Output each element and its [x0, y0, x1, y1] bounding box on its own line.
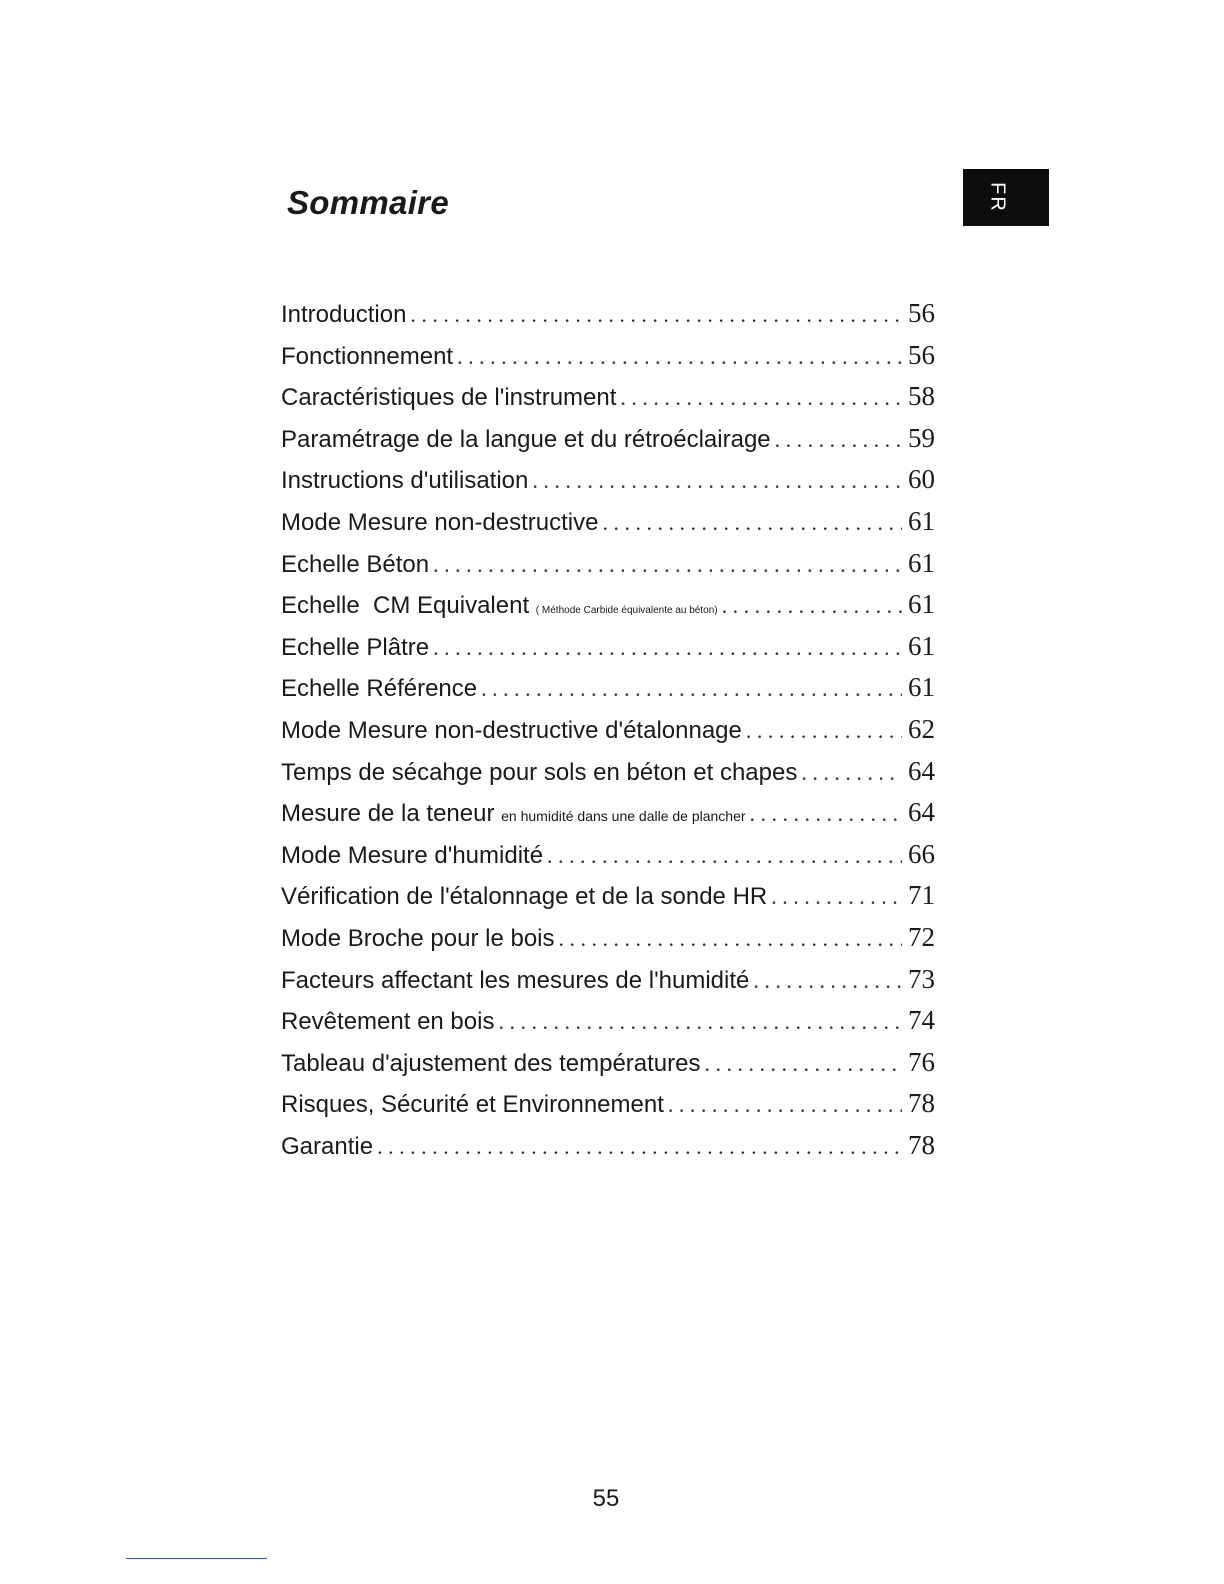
page-title: Sommaire [287, 184, 449, 221]
toc-entry-title: Facteurs affectant les mesures de l'humidité [281, 966, 750, 994]
toc-entry-label [281, 675, 477, 703]
toc-entry-title: Paramétrage de la langue et du rétroéclairage [281, 425, 771, 453]
toc-entry-title: Echelle CM Equivalent [281, 592, 530, 620]
toc-entry-title: Caractéristiques de l'instrument [281, 384, 617, 412]
toc-entry-title: Echelle Plâtre [281, 633, 430, 661]
toc-entry-label [281, 759, 797, 787]
toc-dot-leader [547, 843, 902, 869]
toc-entry-page: 60 [908, 464, 935, 495]
toc-dot-leader [668, 1092, 902, 1118]
toc-dot-leader [746, 718, 902, 744]
toc-entry [281, 672, 935, 714]
toc-entry-page: 61 [908, 589, 935, 620]
toc-entry-label [281, 634, 429, 662]
toc-entry-title: Garantie [281, 1132, 374, 1160]
toc-entry-page: 66 [908, 838, 935, 869]
toc-entry-title: Mode Mesure non-destructive [281, 508, 599, 536]
toc-entry-label [281, 301, 406, 329]
toc-entry-page: 64 [908, 797, 935, 828]
toc-entry-page: 74 [908, 1005, 935, 1036]
toc-dot-leader [801, 760, 902, 786]
toc-entry [281, 589, 935, 631]
toc-entry-title: Mesure de la teneur [281, 800, 495, 828]
toc-entry-label [281, 467, 528, 495]
toc-dot-leader [559, 926, 903, 952]
toc-entry-label [281, 1050, 701, 1078]
toc-entry-page: 73 [908, 963, 935, 994]
toc-entry [281, 1088, 935, 1130]
toc-entry-page: 62 [908, 713, 935, 744]
toc-entry-page: 61 [908, 672, 935, 703]
toc-entry [281, 1047, 935, 1089]
toc-entry-label [281, 592, 718, 620]
toc-entry [281, 381, 935, 423]
toc-entry-label [281, 967, 749, 995]
toc-entry-page: 72 [908, 921, 935, 952]
toc-dot-leader [722, 593, 902, 619]
toc-entry-title: Temps de sécahge pour sols en béton et chapes [281, 758, 798, 786]
toc-entry-label [281, 925, 555, 953]
language-tab [963, 169, 1049, 226]
toc-entry-page: 61 [908, 630, 935, 661]
toc-dot-leader [457, 344, 902, 370]
toc-dot-leader [705, 1051, 903, 1077]
toc-dot-leader [532, 468, 902, 494]
toc-entry [281, 340, 935, 382]
toc-dot-leader [433, 635, 902, 661]
toc-entry-label [281, 426, 771, 454]
toc-dot-leader [498, 1009, 902, 1035]
toc-entry-page: 71 [908, 880, 935, 911]
toc-entry-title: Mode Mesure d'humidité [281, 841, 544, 869]
toc-entry-label [281, 883, 767, 911]
toc-entry-page: 78 [908, 1129, 935, 1160]
toc-entry-label [281, 551, 429, 579]
toc-dot-leader [377, 1134, 902, 1160]
toc-entry [281, 964, 935, 1006]
toc-dot-leader [620, 385, 902, 411]
toc-entry [281, 880, 935, 922]
toc-entry-title: Tableau d'ajustement des températures [281, 1049, 701, 1077]
toc-entry [281, 548, 935, 590]
toc-entry-label [281, 717, 742, 745]
toc-entry-page: 59 [908, 422, 935, 453]
toc-entry-label [281, 1091, 664, 1119]
toc-entry-title: Fonctionnement [281, 342, 454, 370]
toc-entry-label [281, 509, 598, 537]
toc-entry-page: 76 [908, 1046, 935, 1077]
toc-entry-label [281, 800, 746, 828]
toc-entry-note: ( Méthode Carbide équivalente au béton) [535, 605, 718, 617]
toc-entry-page: 61 [908, 547, 935, 578]
page-number: 55 [592, 1485, 620, 1512]
toc-entry [281, 423, 935, 465]
toc-entry [281, 506, 935, 548]
toc-entry-title: Revêtement en bois [281, 1008, 495, 1036]
toc-entry-page: 58 [908, 381, 935, 412]
toc-entry-label [281, 384, 616, 412]
toc-dot-leader [433, 552, 902, 578]
toc-entry-title: Risques, Sécurité et Environnement [281, 1091, 664, 1119]
toc-entry-title: Echelle Béton [281, 550, 430, 578]
toc-dot-leader [771, 884, 902, 910]
toc-entry [281, 797, 935, 839]
toc-entry-page: 61 [908, 505, 935, 536]
toc-entry [281, 464, 935, 506]
toc-entry-title: Instructions d'utilisation [281, 467, 529, 495]
toc-dot-leader [753, 968, 902, 994]
footnote-divider [126, 1558, 267, 1559]
toc-entry-label [281, 842, 543, 870]
toc-entry-title: Mode Mesure non-destructive d'étalonnage [281, 716, 742, 744]
toc-entry [281, 922, 935, 964]
toc-dot-leader [410, 302, 902, 328]
toc-entry-label [281, 1133, 373, 1161]
toc-entry-title: Introduction [281, 301, 407, 328]
toc-entry-label [281, 1008, 494, 1036]
toc-entry [281, 756, 935, 798]
toc-dot-leader [750, 801, 902, 827]
toc-entry [281, 839, 935, 881]
toc-dot-leader [602, 510, 902, 536]
toc-entry [281, 1005, 935, 1047]
toc-entry-note: en humidité dans une dalle de plancher [501, 808, 746, 825]
toc-entry [281, 714, 935, 756]
toc-entry-title: Echelle Référence [281, 675, 478, 703]
toc-entry [281, 298, 935, 340]
toc-entry-title: Vérification de l'étalonnage et de la sonde HR [281, 883, 768, 911]
toc-dot-leader [481, 676, 902, 702]
toc-entry-page: 56 [908, 298, 935, 328]
toc-entry-label [281, 343, 453, 371]
toc-dot-leader [775, 427, 902, 453]
table-of-contents [281, 298, 935, 1171]
toc-entry-page: 64 [908, 755, 935, 786]
toc-entry [281, 1130, 935, 1172]
language-tab-label: FR [986, 182, 1009, 213]
toc-entry-page: 78 [908, 1088, 935, 1119]
toc-entry [281, 631, 935, 673]
toc-entry-page: 56 [908, 339, 935, 370]
toc-entry-title: Mode Broche pour le bois [281, 924, 555, 952]
